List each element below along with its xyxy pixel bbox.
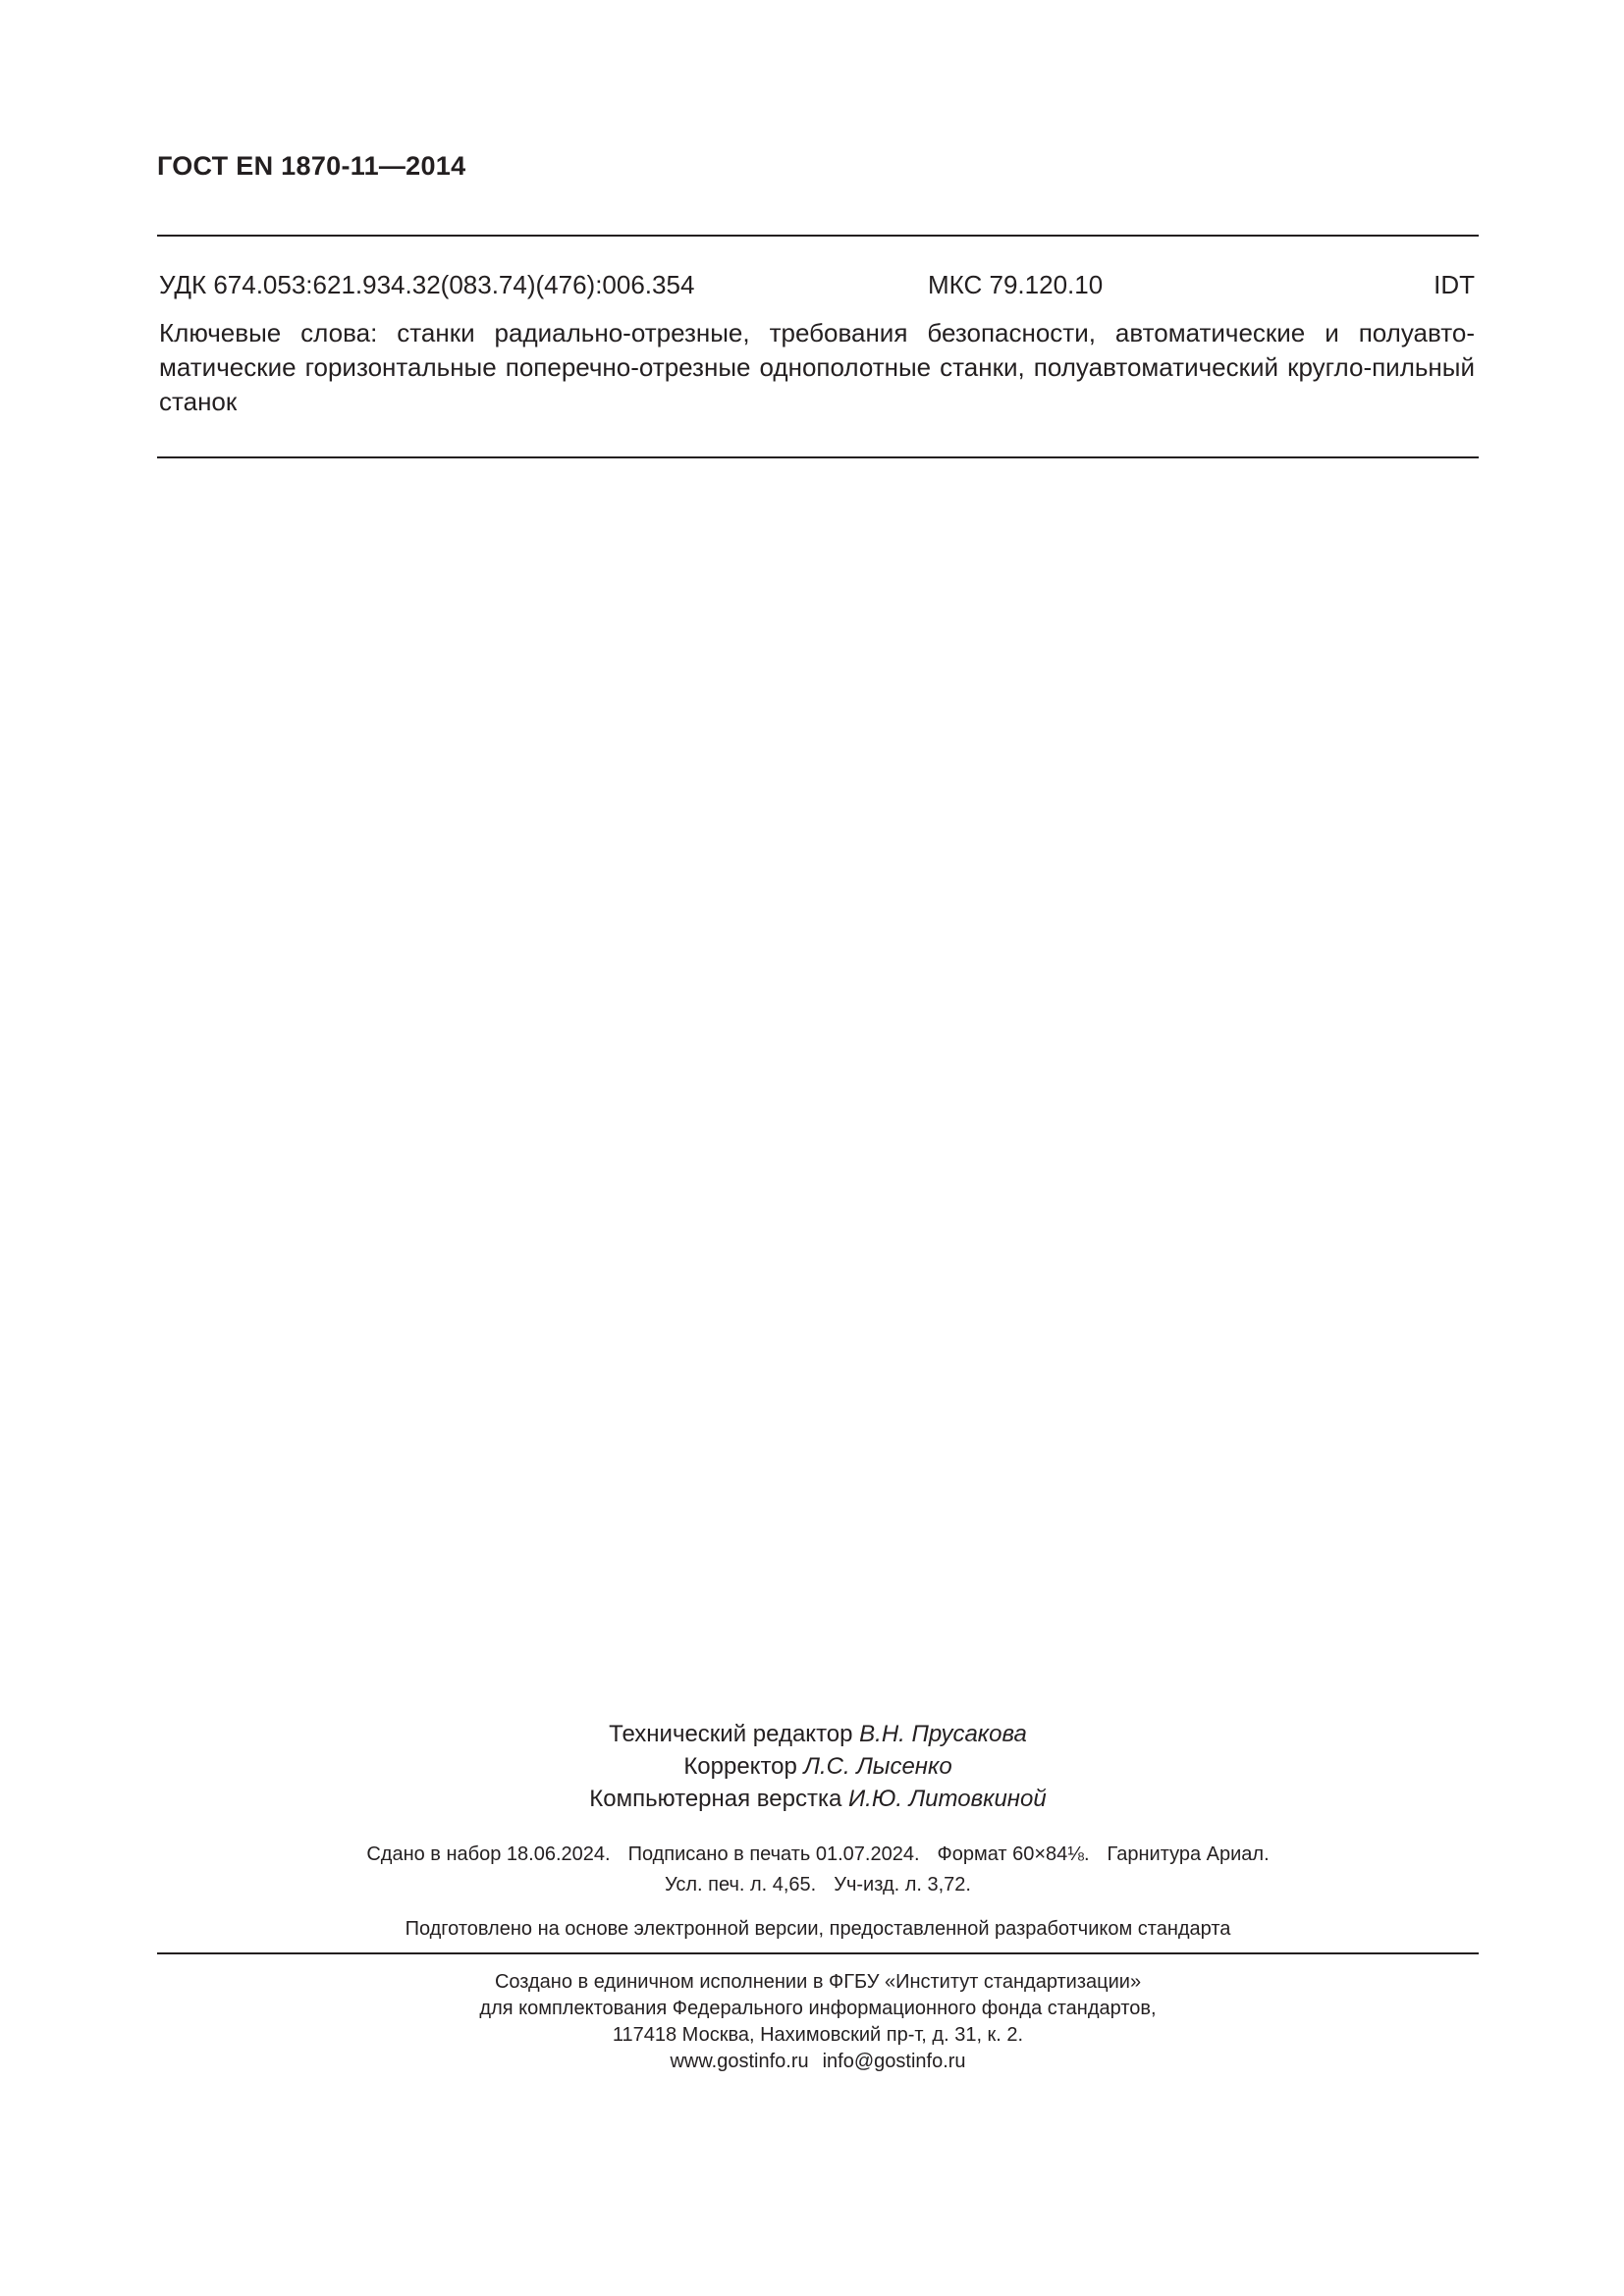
contacts-line: [157, 2049, 1479, 2075]
created-block: [157, 1969, 1479, 2075]
credit-line: [157, 1718, 1479, 1750]
mks-code: МКС 79.120.10: [928, 270, 1104, 299]
classification-row: [159, 270, 1475, 303]
print-sheets: Усл. печ. л. 4,65.: [665, 1874, 817, 1896]
created-line-3: 117418 Москва, Нахимовский пр-т, д. 31, к. 2.: [612, 2024, 1024, 2046]
publication-line-1: [157, 1840, 1479, 1870]
created-line-2: для комплектования Федерального информационного фонда стандартов,: [479, 1998, 1157, 2019]
publication-info: [157, 1840, 1479, 1900]
rule-keywords: [157, 456, 1479, 458]
publication-line-2: [157, 1870, 1479, 1900]
submitted-date: Сдано в набор 18.06.2024.: [366, 1843, 611, 1865]
rule-top: [157, 235, 1479, 237]
credit-line: [157, 1750, 1479, 1783]
website-link[interactable]: www.gostinfo.ru: [670, 2051, 809, 2072]
credit-name: В.Н. Прусакова: [859, 1721, 1027, 1747]
credit-role: Компьютерная верстка: [589, 1786, 842, 1812]
credit-line: [157, 1783, 1479, 1815]
edit-sheets: Уч-изд. л. 3,72.: [834, 1874, 971, 1896]
credit-role: Технический редактор: [609, 1721, 853, 1747]
credit-name: Л.С. Лысенко: [803, 1753, 952, 1780]
typeface: Гарнитура Ариал.: [1107, 1843, 1270, 1865]
signed-date: Подписано в печать 01.07.2024.: [627, 1843, 920, 1865]
rule-bottom: [157, 1952, 1479, 1954]
idt-label: IDT: [1434, 270, 1475, 299]
prepared-note: Подготовлено на основе электронной версии, предоставленной разработчиком стандарта: [405, 1918, 1231, 1940]
email-link[interactable]: info@gostinfo.ru: [822, 2051, 966, 2072]
credit-role: Корректор: [683, 1753, 797, 1780]
credits-block: [157, 1718, 1479, 1815]
created-line-1: Создано в единичном исполнении в ФГБУ «Институт стандартизации»: [494, 1971, 1142, 1993]
udk-code: УДК 674.053:621.934.32(083.74)(476):006.354: [159, 270, 695, 299]
standard-code: ГОСТ EN 1870-11—2014: [157, 151, 466, 181]
keywords-paragraph: Ключевые слова: станки радиально-отрезные, требования безопасности, автоматические и полуавто-матические горизонтальные поперечно-отрезные однополотные станки, полуавтоматический кругло-пильный станок: [159, 318, 1475, 416]
paper-format: Формат 60×84⅛.: [937, 1843, 1090, 1865]
credit-name: И.Ю. Литовкиной: [848, 1786, 1047, 1812]
